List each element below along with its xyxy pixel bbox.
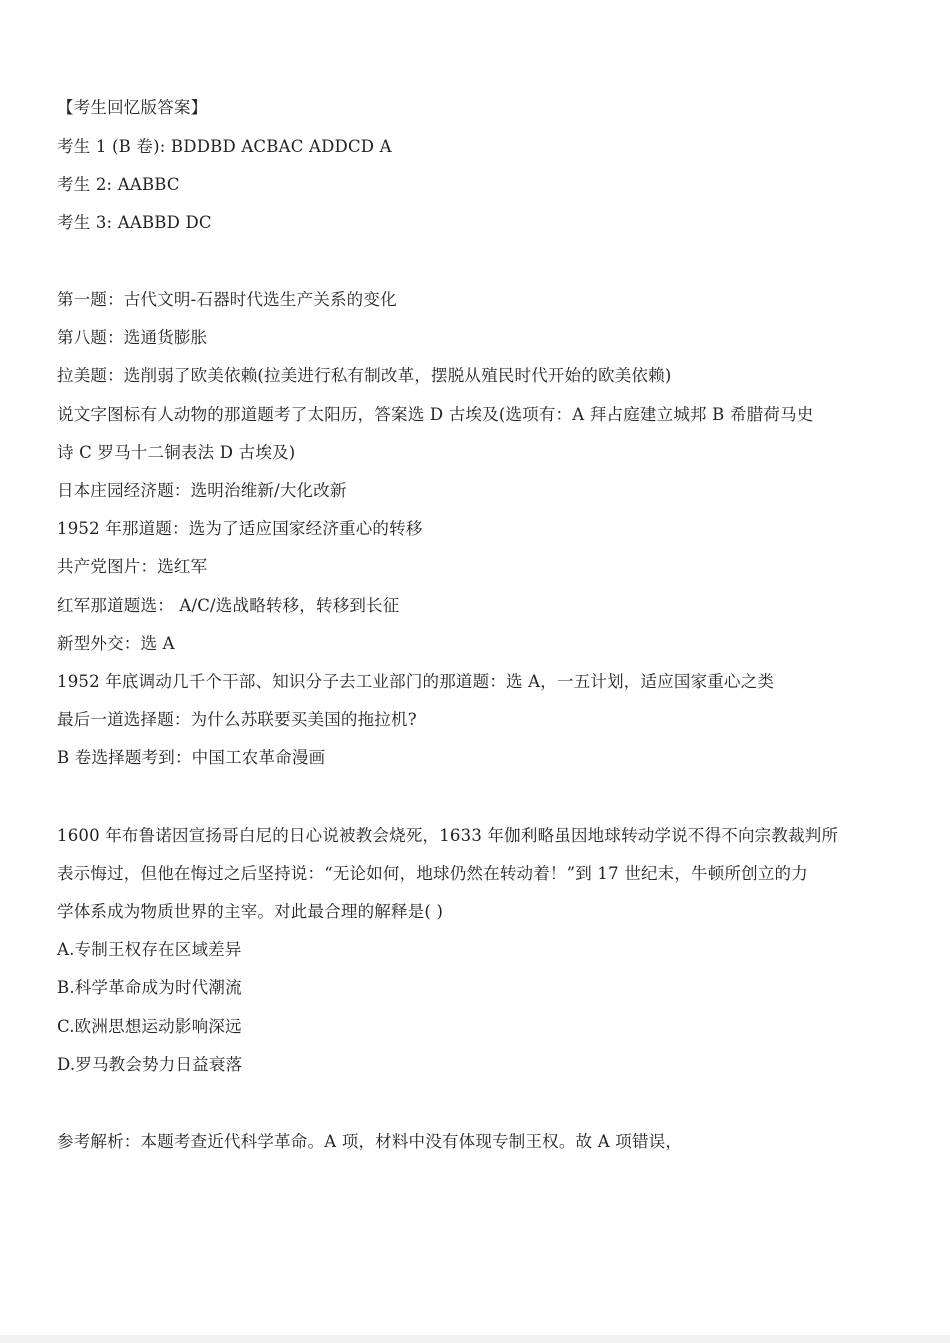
question-stem-line: 1600 年布鲁诺因宣扬哥白尼的日心说被教会烧死，1633 年伽利略虽因地球转动学说不得不向宗教裁判所 — [57, 826, 839, 845]
question-stem-line: 学体系成为物质世界的主宰。对此最合理的解释是( ) — [57, 902, 444, 921]
option-d: D.罗马教会势力日益衰落 — [57, 1055, 243, 1074]
analysis-text: 参考解析：本题考查近代科学革命。A 项，材料中没有体现专制王权。故 A 项错误， — [57, 1132, 683, 1151]
note-line: 第八题：选通货膨胀 — [57, 328, 208, 347]
note-line: 拉美题：选削弱了欧美依赖(拉美进行私有制改革，摆脱从殖民时代开始的欧美依赖) — [57, 366, 672, 385]
answer-line-candidate-3: 考生 3: AABBD DC — [57, 213, 212, 232]
note-line: 新型外交：选 A — [57, 634, 175, 653]
note-line: 共产党图片：选红军 — [57, 557, 208, 576]
option-b: B.科学革命成为时代潮流 — [57, 978, 242, 997]
note-line: 红军那道题选： A/C/选战略转移，转移到长征 — [57, 596, 400, 615]
answer-line-candidate-2: 考生 2: AABBC — [57, 175, 180, 194]
note-line: 日本庄园经济题：选明治维新/大化改新 — [57, 481, 347, 500]
answers-heading: 【考生回忆版答案】 — [57, 98, 208, 117]
question-stem-line: 表示悔过，但他在悔过之后坚持说：“无论如何，地球仍然在转动着！”到 17 世纪末，牛顿所创立的力 — [57, 864, 808, 883]
note-line: 说文字图标有人动物的那道题考了太阳历，答案选 D 古埃及(选项有：A 拜占庭建立城邦 B 希腊荷马史 — [57, 405, 814, 424]
note-line: B 卷选择题考到：中国工农革命漫画 — [57, 748, 326, 767]
page-bottom-edge — [0, 1335, 950, 1343]
note-line: 诗 C 罗马十二铜表法 D 古埃及) — [57, 443, 296, 462]
answer-line-candidate-1: 考生 1 (B 卷): BDDBD ACBAC ADDCD A — [57, 137, 392, 156]
note-line: 1952 年底调动几千个干部、知识分子去工业部门的那道题：选 A，一五计划，适应国家重心之类 — [57, 672, 775, 691]
note-line: 最后一道选择题：为什么苏联要买美国的拖拉机? — [57, 710, 417, 729]
note-line: 第一题：古代文明-石器时代选生产关系的变化 — [57, 290, 397, 309]
note-line: 1952 年那道题：选为了适应国家经济重心的转移 — [57, 519, 423, 538]
option-c: C.欧洲思想运动影响深远 — [57, 1017, 242, 1036]
option-a: A.专制王权存在区域差异 — [57, 940, 242, 959]
